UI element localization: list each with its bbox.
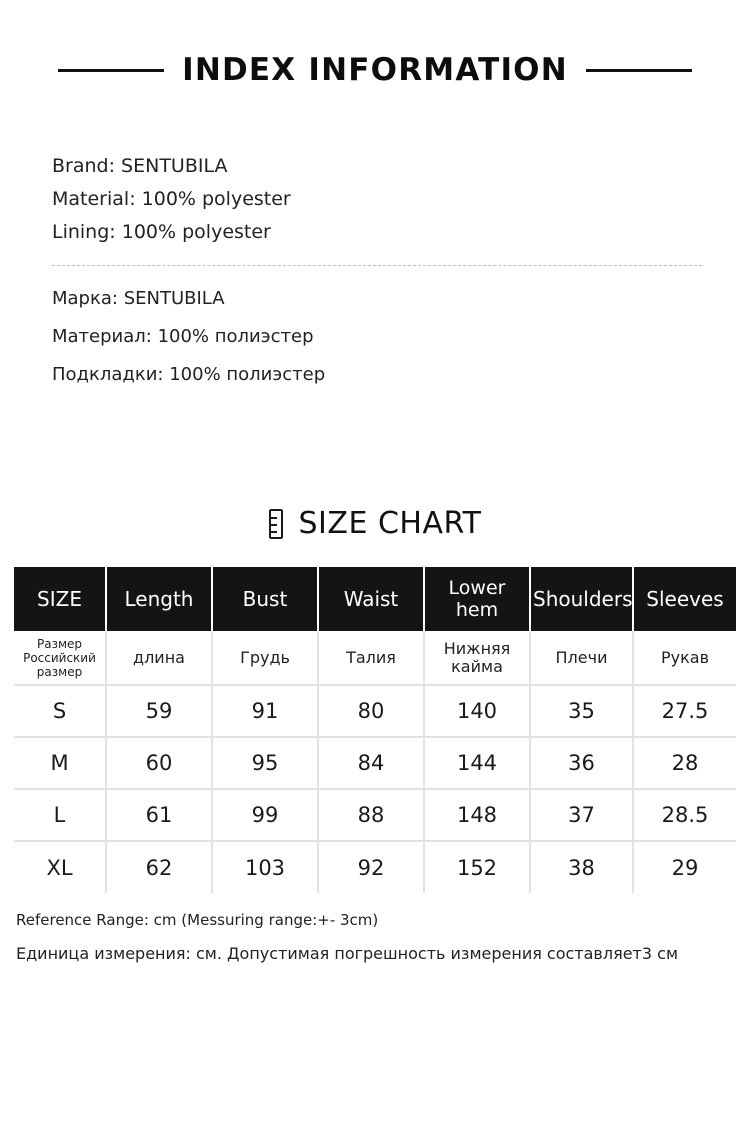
cell-shoulders: 38 <box>530 841 633 893</box>
col-subheader-shoulders-ru: Плечи <box>530 631 633 685</box>
cell-bust: 99 <box>212 789 318 841</box>
info-value-lining-en: 100% polyester <box>121 221 271 243</box>
info-value-brand-en: SENTUBILA <box>121 155 228 177</box>
table-row <box>14 685 736 737</box>
cell-shoulders: 37 <box>530 789 633 841</box>
table-header-row-ru <box>14 631 736 685</box>
cell-waist: 80 <box>318 685 424 737</box>
page-title: INDEX INFORMATION <box>182 52 568 88</box>
header-rule-left <box>58 69 164 72</box>
col-subheader-length-ru: длина <box>106 631 212 685</box>
info-label-brand-en: Brand: <box>52 155 115 177</box>
size-chart-title: SIZE CHART <box>298 506 482 541</box>
info-label-lining-ru: Подкладки: <box>52 364 164 385</box>
index-information-header <box>0 52 750 88</box>
size-chart-header <box>0 506 750 541</box>
cell-length: 60 <box>106 737 212 789</box>
table-row <box>14 841 736 893</box>
info-line-lining-ru <box>52 356 702 394</box>
info-label-lining-en: Lining: <box>52 221 116 243</box>
table-row <box>14 789 736 841</box>
cell-sleeves: 28.5 <box>633 789 736 841</box>
info-line-lining-en <box>52 216 702 249</box>
info-value-material-en: 100% polyester <box>141 188 291 210</box>
cell-bust: 103 <box>212 841 318 893</box>
col-header-lower-hem: Lower hem <box>424 567 530 631</box>
info-line-brand-ru <box>52 280 702 318</box>
cell-sleeves: 27.5 <box>633 685 736 737</box>
cell-size: XL <box>14 841 106 893</box>
header-rule-right <box>586 69 692 72</box>
col-subheader-waist-ru: Талия <box>318 631 424 685</box>
col-header-size: SIZE <box>14 567 106 631</box>
col-subheader-lower-hem-ru: Нижняя кайма <box>424 631 530 685</box>
cell-lower-hem: 140 <box>424 685 530 737</box>
cell-size: M <box>14 737 106 789</box>
cell-shoulders: 36 <box>530 737 633 789</box>
cell-waist: 92 <box>318 841 424 893</box>
info-line-material-ru <box>52 318 702 356</box>
info-line-material-en <box>52 183 702 216</box>
cell-waist: 88 <box>318 789 424 841</box>
info-value-material-ru: 100% полиэстер <box>157 326 314 347</box>
product-info-block <box>0 150 750 394</box>
col-header-shoulders: Shoulders <box>530 567 633 631</box>
cell-sleeves: 29 <box>633 841 736 893</box>
footnote-ru: Единица измерения: см. Допустимая погрешность измерения составляет3 см <box>16 944 679 963</box>
footnotes <box>0 907 750 969</box>
section-divider <box>52 265 702 266</box>
info-label-brand-ru: Марка: <box>52 288 118 309</box>
cell-length: 59 <box>106 685 212 737</box>
col-subheader-size-ru: Размер Российский размер <box>14 631 106 685</box>
cell-size: S <box>14 685 106 737</box>
cell-size: L <box>14 789 106 841</box>
table-header-row-en <box>14 567 736 631</box>
cell-shoulders: 35 <box>530 685 633 737</box>
col-header-bust: Bust <box>212 567 318 631</box>
cell-lower-hem: 144 <box>424 737 530 789</box>
cell-length: 61 <box>106 789 212 841</box>
ruler-icon <box>269 509 283 539</box>
info-label-material-ru: Материал: <box>52 326 152 347</box>
table-row <box>14 737 736 789</box>
info-line-brand-en <box>52 150 702 183</box>
info-label-material-en: Material: <box>52 188 136 210</box>
col-header-length: Length <box>106 567 212 631</box>
cell-length: 62 <box>106 841 212 893</box>
cell-bust: 91 <box>212 685 318 737</box>
size-chart-table-wrap <box>0 567 750 893</box>
info-value-brand-ru: SENTUBILA <box>123 288 225 309</box>
info-value-lining-ru: 100% полиэстер <box>169 364 326 385</box>
cell-lower-hem: 148 <box>424 789 530 841</box>
cell-lower-hem: 152 <box>424 841 530 893</box>
col-header-waist: Waist <box>318 567 424 631</box>
col-subheader-bust-ru: Грудь <box>212 631 318 685</box>
cell-sleeves: 28 <box>633 737 736 789</box>
col-header-sleeves: Sleeves <box>633 567 736 631</box>
cell-bust: 95 <box>212 737 318 789</box>
size-chart-table <box>14 567 736 893</box>
col-subheader-sleeves-ru: Рукав <box>633 631 736 685</box>
footnote-en: Reference Range: cm (Messuring range:+- 3cm) <box>16 911 379 929</box>
cell-waist: 84 <box>318 737 424 789</box>
